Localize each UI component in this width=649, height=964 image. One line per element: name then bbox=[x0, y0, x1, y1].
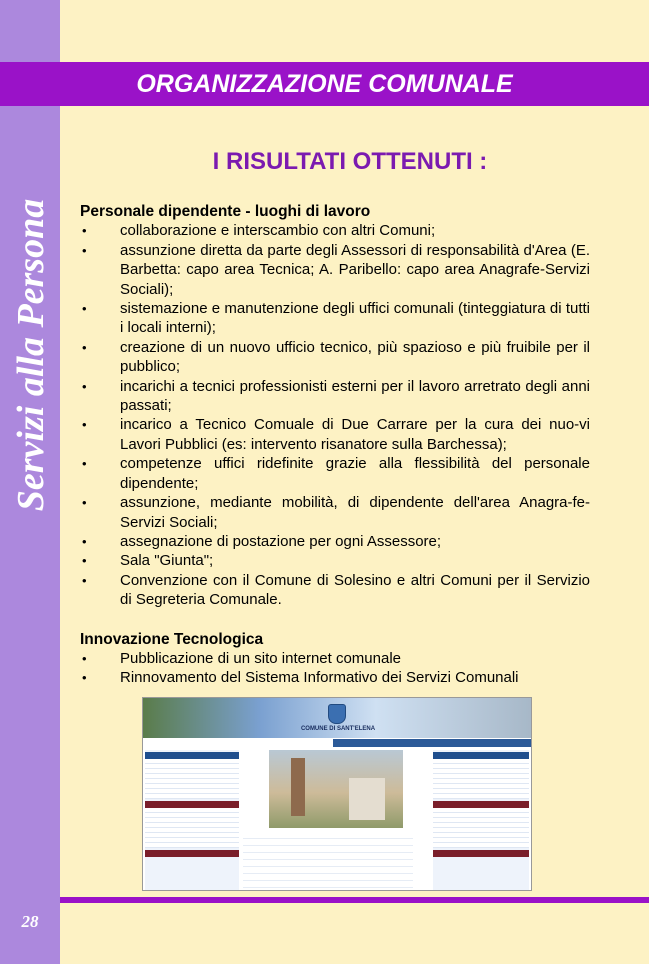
list-item: • sistemazione e manutenzione degli uffici comunali (tinteggiatura di tutti i locali interni); bbox=[80, 299, 590, 338]
website-name: COMUNE DI SANT'ELENA bbox=[300, 726, 376, 732]
coat-of-arms-icon bbox=[328, 704, 346, 724]
header-title: ORGANIZZAZIONE COMUNALE bbox=[136, 70, 513, 98]
footer-band bbox=[60, 897, 649, 903]
list-item: • collaborazione e interscambio con altri Comuni; bbox=[80, 221, 590, 240]
menu-lines bbox=[433, 808, 529, 848]
innovazione-heading: Innovazione Tecnologica bbox=[80, 630, 264, 648]
church-shape bbox=[349, 778, 385, 820]
section-title: I RISULTATI OTTENUTI : bbox=[212, 148, 488, 175]
menu-block-header bbox=[145, 801, 239, 808]
main-content bbox=[80, 202, 590, 688]
website-news-area bbox=[243, 832, 413, 888]
town-photo bbox=[269, 750, 403, 828]
website-right-menu bbox=[433, 750, 529, 890]
list-item: • Pubblicazione di un sito internet comunale bbox=[80, 649, 590, 668]
website-screenshot-image bbox=[142, 697, 532, 891]
innovazione-list bbox=[80, 649, 590, 688]
menu-lines bbox=[433, 759, 529, 799]
spacer bbox=[80, 610, 590, 630]
menu-lines bbox=[145, 759, 239, 799]
website-nav-bar bbox=[333, 739, 531, 747]
list-item: • assegnazione di postazione per ogni Assessore; bbox=[80, 532, 590, 551]
list-item: • incarico a Tecnico Comuale di Due Carrare per la cura dei nuo-vi Lavori Pubblici (es: intervento risanatore sulla Barchessa); bbox=[80, 415, 590, 454]
menu-block-header bbox=[145, 850, 239, 857]
list-item: • Convenzione con il Comune di Solesino e altri Comuni per il Servizio di Segreteria Comunale. bbox=[80, 571, 590, 610]
personale-heading: Personale dipendente - luoghi di lavoro bbox=[80, 203, 371, 220]
personale-list bbox=[80, 221, 590, 609]
list-item: • competenze uffici ridefinite grazie alla flessibilità del personale dipendente; bbox=[80, 454, 590, 493]
side-title: Servizi alla Persona bbox=[10, 198, 52, 512]
page-number: 28 bbox=[21, 912, 39, 931]
list-item: • assunzione diretta da parte degli Assessori di responsabilità d'Area (E. Barbetta: capo area Tecnica; A. Paribello: capo area Anagrafe-Servizi Sociali); bbox=[80, 241, 590, 299]
menu-block-header bbox=[433, 850, 529, 857]
menu-block-header bbox=[433, 752, 529, 759]
list-item: • incarichi a tecnici professionisti esterni per il lavoro arretrato degli anni passati; bbox=[80, 377, 590, 416]
list-item: • assunzione, mediante mobilità, di dipendente dell'area Anagra-fe-Servizi Sociali; bbox=[80, 493, 590, 532]
list-item: • Sala "Giunta"; bbox=[80, 551, 590, 570]
list-item: • Rinnovamento del Sistema Informativo dei Servizi Comunali bbox=[80, 668, 590, 687]
bell-tower-shape bbox=[291, 758, 305, 816]
menu-block-header bbox=[433, 801, 529, 808]
menu-lines bbox=[145, 808, 239, 848]
website-left-menu bbox=[145, 750, 239, 890]
menu-block-header bbox=[145, 752, 239, 759]
list-item: • creazione di un nuovo ufficio tecnico, più spazioso e più fruibile per il pubblico; bbox=[80, 338, 590, 377]
